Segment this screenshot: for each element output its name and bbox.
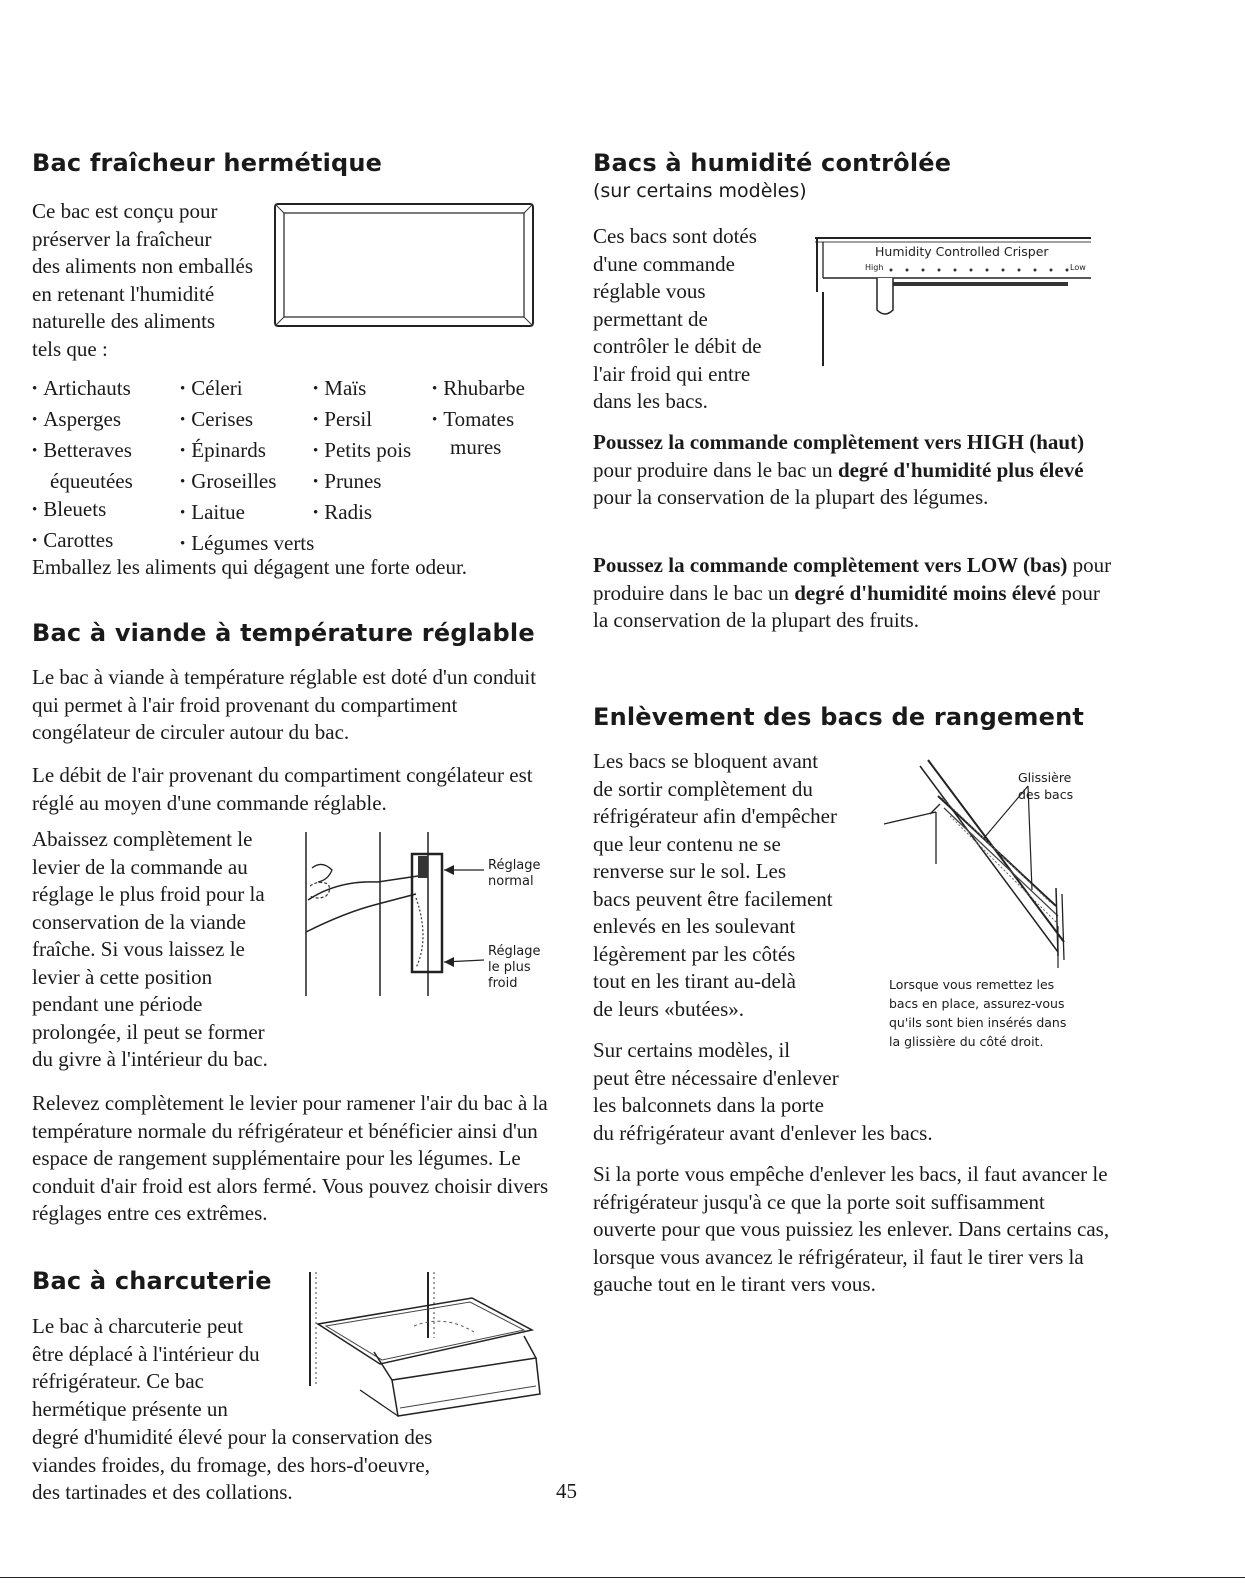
crisper-intro-line: tels que : (32, 336, 108, 361)
list-item: • Maïs (313, 374, 411, 405)
caption-line: bacs en place, assurez-vous (889, 996, 1065, 1011)
list-item (32, 436, 133, 495)
vegetable-column (432, 374, 525, 458)
meat-paragraph-3 (32, 826, 302, 1074)
list-item-continuation: mures (450, 435, 502, 459)
removal-line: de leurs «butées». (593, 996, 745, 1021)
removal-paragraph-1 (593, 748, 883, 1023)
crisper-intro-line: préserver la fraîcheur (32, 226, 212, 251)
deli-line: hermétique présente un (32, 1396, 228, 1421)
meat-p3-line: Abaissez complètement le (32, 827, 253, 851)
deli-line: Le bac à charcuterie peut (32, 1314, 244, 1338)
humidity-intro-line: d'une commande (593, 251, 735, 276)
list-item: • Rhubarbe (432, 374, 525, 405)
caption-line: la glissière du côté droit. (889, 1034, 1044, 1049)
humidity-title: Bacs à humidité contrôlée (593, 149, 952, 177)
list-item: • Petits pois (313, 436, 411, 467)
label-line: froid (488, 976, 518, 991)
label-line: le plus (488, 960, 531, 975)
caption-line: qu'ils sont bien insérés dans (889, 1015, 1067, 1030)
humidity-intro-line: dans les bacs. (593, 389, 708, 413)
crisper-intro-line: naturelle des aliments (32, 309, 216, 333)
deli-line: des tartinades et des collations. (32, 1480, 293, 1504)
list-item: • Carottes (32, 526, 133, 557)
label-line: Glissière (1018, 770, 1072, 785)
vegetable-column (180, 374, 314, 560)
list-item-text: Tomates (443, 407, 515, 431)
removal-line: enlevés en les soulevant (593, 914, 796, 938)
list-item-text: Betteraves (43, 438, 132, 462)
humidity-intro-line: l'air froid qui entre (593, 361, 751, 386)
removal-line: les balconnets dans la porte (593, 1093, 824, 1117)
high-text-end: pour la conservation de la plupart des légumes. (593, 485, 989, 509)
deli-line: réfrigérateur. Ce bac (32, 1369, 204, 1393)
removal-paragraph-2 (593, 1037, 1133, 1147)
meat-p3-line: levier à cette position (32, 964, 213, 989)
meat-control-illustration (298, 828, 488, 1000)
page-number: 45 (556, 1479, 577, 1503)
high-emphasis: degré d'humidité plus élevé (837, 457, 1084, 482)
list-item: • Céleri (180, 374, 314, 405)
meat-p3-line: conservation de la viande (32, 909, 246, 934)
list-item: • Bleuets (32, 495, 133, 526)
slider-high-label: High (865, 263, 884, 272)
meat-paragraph-2: Le débit de l'air provenant du compartiment congélateur est réglé au moyen d'une commande réglable. (32, 763, 533, 815)
high-instruction: Poussez la commande complètement vers HIGH (haut) (593, 430, 1085, 454)
meat-paragraph-4: Relevez complètement le levier pour ramener l'air du bac à la température normale du réfrigérateur et bénéficier ainsi d'un espace de rangement supplémentaire pour les légumes. Le conduit d'air froid est alors fermé. Vous pouvez choisir divers réglages entre ces extrêmes. (32, 1091, 549, 1225)
slider-low-label: Low (1070, 263, 1086, 272)
list-item: • Asperges (32, 405, 133, 436)
list-item: • Prunes (313, 467, 411, 498)
removal-line: peut être nécessaire d'enlever (593, 1065, 839, 1090)
crisper-title: Bac fraîcheur hermétique (32, 149, 383, 177)
list-item: • Persil (313, 405, 411, 436)
removal-paragraph-3: Si la porte vous empêche d'enlever les bacs, il faut avancer le réfrigérateur jusqu'à ce que la porte soit suffisamment ouverte pour que vous puissiez les enlever. Dans certains cas, lorsque vous avancez le réfrigérateur, il faut le tirer vers la gauche tout en le tirant vers vous. (593, 1162, 1110, 1296)
humidity-intro (593, 223, 813, 416)
label-glide (1018, 769, 1073, 803)
meat-paragraph-1: Le bac à viande à température réglable est doté d'un conduit qui permet à l'air froid provenant du compartiment congélateur de circuler autour du bac. (32, 665, 537, 744)
humidity-intro-line: réglable vous (593, 279, 706, 303)
list-item: • Épinards (180, 436, 314, 467)
humidity-intro-line: contrôler le débit de (593, 334, 762, 358)
list-item: • Cerises (180, 405, 314, 436)
removal-line: légèrement par les côtés (593, 941, 796, 966)
list-item: • Légumes verts (180, 529, 314, 560)
deli-line: degré d'humidité élevé pour la conservation des (32, 1425, 433, 1449)
removal-line: renverse sur le sol. Les (593, 859, 787, 883)
meat-p3-line: pendant une période (32, 992, 203, 1016)
crisper-intro-line: Ce bac est conçu pour (32, 199, 218, 223)
meat-p3-line: réglage le plus froid pour la (32, 882, 265, 906)
bottom-rule (0, 1577, 1245, 1578)
deli-line: viandes froides, du fromage, des hors-d'oeuvre, (32, 1452, 430, 1477)
removal-line: Sur certains modèles, il (593, 1038, 791, 1062)
list-item: • Artichauts (32, 374, 133, 405)
deli-paragraph (32, 1313, 302, 1423)
high-text: pour produire dans le bac un (593, 457, 838, 482)
low-text-end: pour la conservation de la plupart des fruits. (593, 580, 1100, 632)
deli-line: être déplacé à l'intérieur du (32, 1341, 260, 1366)
removal-line: de sortir complètement du (593, 776, 813, 801)
deli-title: Bac à charcuterie (32, 1267, 272, 1295)
vegetable-column (32, 374, 133, 557)
list-item-continuation: équeutées (50, 469, 133, 493)
crisper-note: Emballez les aliments qui dégagent une forte odeur. (32, 555, 468, 579)
crisper-drawer-illustration (270, 200, 540, 332)
low-instruction: Poussez la commande complètement vers LOW (bas) (593, 553, 1068, 577)
label-line: normal (488, 874, 534, 889)
list-item: • Groseilles (180, 467, 314, 498)
deli-drawer-illustration (304, 1268, 544, 1422)
label-line: des bacs (1018, 787, 1074, 802)
glide-caption (889, 975, 1109, 1051)
meat-p3-line: levier de la commande au (32, 854, 248, 879)
label-line: Réglage (488, 944, 541, 959)
meat-p3-line: fraîche. Si vous laissez le (32, 937, 245, 961)
humidity-low-paragraph (593, 552, 1118, 635)
low-text: pour produire dans le bac un (593, 553, 1112, 605)
low-emphasis: degré d'humidité moins élevé (794, 580, 1057, 605)
removal-line: du réfrigérateur avant d'enlever les bacs. (593, 1120, 933, 1145)
removal-title: Enlèvement des bacs de rangement (593, 703, 1085, 731)
deli-paragraph-continued (32, 1424, 552, 1507)
vegetable-column (313, 374, 411, 529)
slider-title: Humidity Controlled Crisper (875, 244, 1049, 259)
removal-line: tout en les tirant au-delà (593, 969, 796, 993)
removal-line: bacs peuvent être facilement (593, 886, 833, 911)
list-item (432, 405, 525, 458)
crisper-intro-line: des aliments non emballés (32, 254, 254, 278)
humidity-high-paragraph (593, 429, 1118, 512)
removal-line: que leur contenu ne se (593, 831, 781, 856)
label-line: Réglage (488, 858, 541, 873)
removal-line: réfrigérateur afin d'empêcher (593, 804, 837, 828)
humidity-slider-illustration (813, 232, 1093, 372)
humidity-intro-line: permettant de (593, 306, 708, 331)
humidity-intro-line: Ces bacs sont dotés (593, 224, 757, 248)
humidity-subtitle: (sur certains modèles) (593, 180, 807, 202)
removal-line: Les bacs se bloquent avant (593, 749, 819, 773)
caption-line: Lorsque vous remettez les (889, 977, 1055, 992)
label-normal (488, 858, 541, 890)
label-cold (488, 944, 541, 992)
list-item: • Laitue (180, 498, 314, 529)
list-item: • Radis (313, 498, 411, 529)
meat-p3-line: prolongée, il peut se former (32, 1019, 265, 1044)
crisper-intro-line: en retenant l'humidité (32, 281, 215, 306)
meat-title: Bac à viande à température réglable (32, 619, 535, 647)
crisper-intro (32, 198, 272, 363)
meat-p3-line: du givre à l'intérieur du bac. (32, 1047, 268, 1071)
